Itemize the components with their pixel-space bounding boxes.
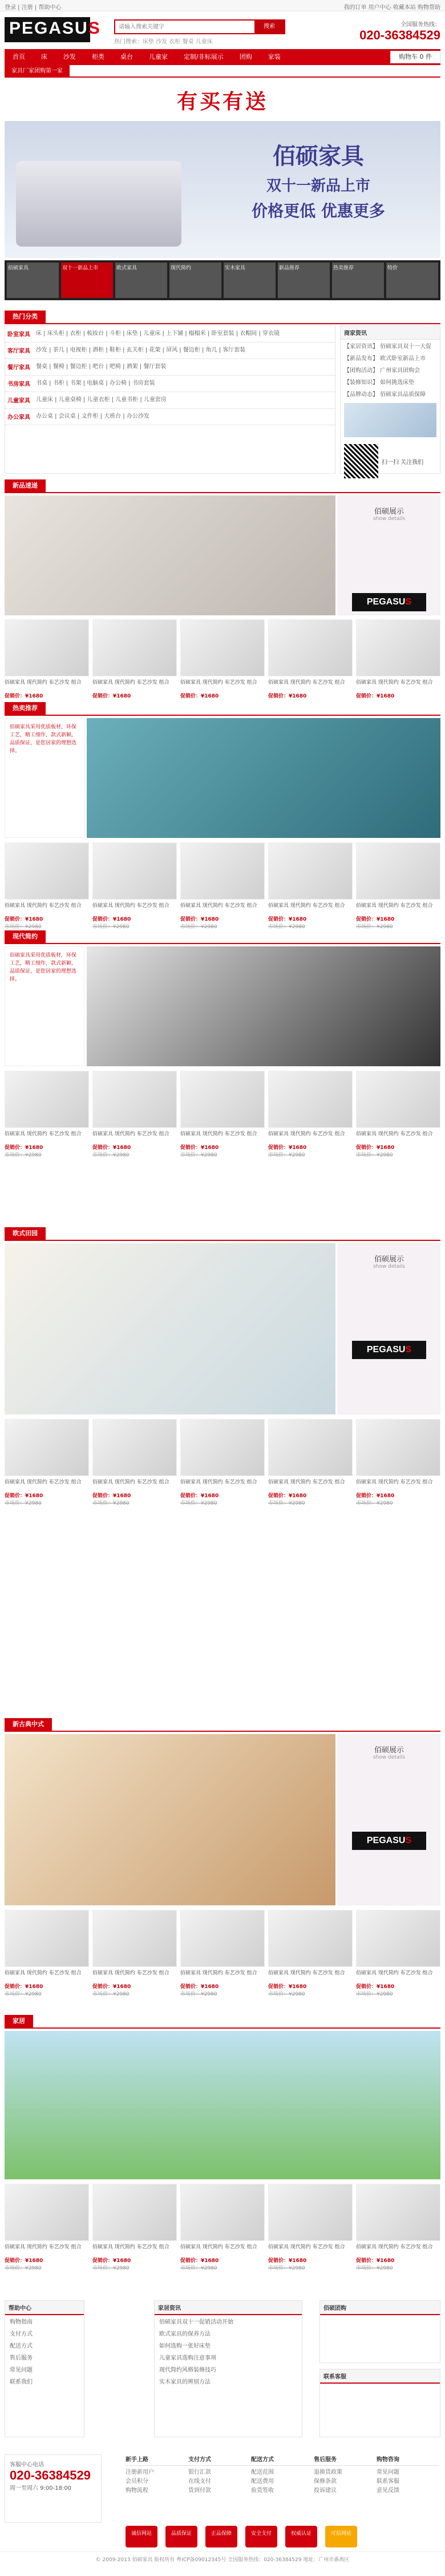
side-item[interactable]: 【家居资讯】 佰硕家具双十一大促 (344, 344, 432, 350)
product-card[interactable]: 佰硕家具 现代简约 布艺沙发 组合 促销价：¥1680 市场价：¥2980 (268, 1419, 353, 1506)
product-card[interactable]: 佰硕家具 现代简约 布艺沙发 组合 促销价：¥1680 市场价：¥2980 (180, 1071, 265, 1158)
banner-thumb[interactable]: 特价 (386, 263, 438, 298)
top-bar (0, 0, 445, 11)
product-card[interactable]: 佰硕家具 现代简约 布艺沙发 组合 促销价：¥1680 市场价：¥2980 (268, 1071, 353, 1158)
section-image[interactable] (87, 946, 440, 1066)
top-bar-right[interactable]: 我的订单 用户中心 收藏本站 购物帮助 (343, 5, 440, 11)
banner-slogan: 有买有送 (5, 80, 440, 120)
help-link[interactable]: 联系我们 (10, 2379, 33, 2385)
badge-icon[interactable]: 安全支付 (245, 2526, 277, 2547)
cat-values[interactable]: 餐桌 | 餐椅 | 餐边柜 | 吧台 | 吧椅 | 酒架 | 餐厅套装 (36, 364, 167, 370)
banner-thumb[interactable]: 现代简约 (169, 263, 221, 298)
cat-values[interactable]: 办公桌 | 会议桌 | 文件柜 | 大班台 | 办公沙发 (36, 413, 149, 420)
news-sidebar (340, 325, 440, 474)
nav-item[interactable]: 床 (41, 53, 47, 61)
product-card[interactable]: 佰硕家具 现代简约 布艺沙发 组合 促销价：¥1680 市场价：¥2980 (356, 1910, 440, 1997)
qr-label: 扫一扫 关注我们 (382, 459, 424, 466)
cat-key[interactable]: 办公家具 (7, 414, 30, 421)
cat-key[interactable]: 卧室家具 (7, 332, 30, 338)
product-card[interactable]: 佰硕家具 现代简约 布艺沙发 组合 促销价：¥1680 市场价：¥2980 (268, 842, 353, 930)
help-link[interactable]: 售后服务 (10, 2355, 33, 2361)
sub-tag: 家具厂家团购第一家 (5, 65, 70, 78)
hero-banner[interactable] (5, 80, 440, 303)
product-card[interactable]: 佰硕家具 现代简约 布艺沙发 组合 促销价：¥1680 市场价：¥2980 (5, 842, 89, 930)
news-link[interactable]: 佰硕家具双十一促销活动开始 (159, 2319, 233, 2325)
footer-col: 购物咨询 常见问题 联系客服 意见反馈 (377, 2454, 439, 2496)
banner-text (210, 138, 427, 221)
product-card[interactable]: 佰硕家具 现代简约 布艺沙发 组合 促销价：¥1680 市场价：¥2980 (268, 2184, 353, 2271)
bed-image (16, 161, 181, 247)
banner-thumbs (5, 260, 440, 300)
hotline-label: 全国服务热线： (400, 22, 440, 28)
product-image (92, 619, 177, 676)
product-card[interactable]: 佰硕家具 现代简约 布艺沙发 组合 促销价：¥1680 (356, 619, 440, 699)
top-bar-left[interactable]: 登录 | 注册 | 帮助中心 (5, 5, 62, 11)
nav-item[interactable]: 桌台 (120, 53, 133, 61)
product-card[interactable]: 佰硕家具 现代简约 布艺沙发 组合 促销价：¥1680 市场价：¥2980 (356, 1071, 440, 1158)
search-input[interactable] (115, 21, 252, 33)
product-card[interactable]: 佰硕家具 现代简约 布艺沙发 组合 促销价：¥1680 (180, 619, 265, 699)
side-item[interactable]: 【团购活动】 广州家具团购会 (344, 368, 420, 374)
section-image[interactable] (87, 718, 440, 838)
product-card[interactable]: 佰硕家具 现代简约 布艺沙发 组合 促销价：¥1680 市场价：¥2980 (5, 1419, 89, 1506)
product-card[interactable]: 佰硕家具 现代简约 布艺沙发 组合 促销价：¥1680 市场价：¥2980 (92, 1419, 177, 1506)
section-image[interactable] (5, 495, 335, 615)
sub-bar (5, 65, 440, 78)
cart-button[interactable]: 购物车 0 件 (390, 51, 440, 63)
nav-item[interactable]: 柜类 (92, 53, 104, 61)
product-card[interactable]: 佰硕家具 现代简约 布艺沙发 组合 促销价：¥1680 市场价：¥2980 (356, 842, 440, 930)
cat-values[interactable]: 儿童床 | 儿童桌椅 | 儿童衣柜 | 儿童书柜 | 儿童套房 (36, 397, 167, 403)
section-header: 家居 (5, 2015, 440, 2029)
hotline-number: 020-36384529 (359, 28, 440, 42)
side-title: 商家资讯 (341, 326, 440, 340)
nav-item[interactable]: 儿童家 (149, 53, 168, 61)
banner-thumb[interactable]: 佰硕家具 (7, 263, 59, 298)
footer-col: 新手上路 注册新用户 会员积分 购物流程 (126, 2454, 188, 2496)
cat-key[interactable]: 书房家具 (7, 381, 30, 388)
news-link[interactable]: 欧式家具的保养方法 (159, 2331, 211, 2337)
brand-panel: 佰硕展示 show details PEGASUS (338, 1243, 440, 1414)
nav-item[interactable]: 首页 (13, 53, 25, 61)
cat-values[interactable]: 沙发 | 茶几 | 电视柜 | 酒柜 | 鞋柜 | 玄关柜 | 花架 | 屏风 | 餐边柜 | 角几 | 客厅套装 (36, 347, 246, 353)
contact-box: 客服中心电话 020-36384529 周一至周六 9:00-18:00 (5, 2454, 102, 2523)
service-box[interactable]: 联系客服 (319, 2369, 440, 2437)
product-card[interactable]: 佰硕家具 现代简约 布艺沙发 组合 促销价：¥1680 (268, 619, 353, 699)
product-image (180, 619, 265, 676)
section-desc: 佰硕家具采用优质板材，环保工艺，精工细作，款式新颖，品质保证，是您居家的理想选择。 (5, 718, 84, 838)
product-card[interactable]: 佰硕家具 现代简约 布艺沙发 组合 促销价：¥1680 市场价：¥2980 (92, 2184, 177, 2271)
product-card[interactable]: 佰硕家具 现代简约 布艺沙发 组合 促销价：¥1680 市场价：¥2980 (268, 1910, 353, 1997)
search-box (114, 19, 285, 34)
brand-panel: 佰硕展示 show details PEGASUS (338, 1734, 440, 1905)
product-image (268, 619, 353, 676)
news-link[interactable]: 如何选购一张好床垫 (159, 2343, 211, 2349)
help-box: 帮助中心 购物指南 支付方式 配送方式 售后服务 常见问题 联系我们 (5, 2300, 84, 2437)
product-image (356, 619, 440, 676)
help-link[interactable]: 常见问题 (10, 2367, 33, 2373)
section-image[interactable] (5, 1734, 335, 1905)
banner-line2: 价格更低 优惠更多 (252, 201, 385, 220)
search-button[interactable]: 搜索 (254, 21, 284, 33)
help-link[interactable]: 支付方式 (10, 2331, 33, 2337)
footer-col: 支付方式 银行汇款 在线支付 货到付款 (188, 2454, 251, 2496)
badge-icon[interactable]: 可信网站 (325, 2526, 357, 2547)
section-image[interactable] (5, 2031, 440, 2179)
banner-thumb[interactable]: 热卖推荐 (332, 263, 384, 298)
product-card[interactable]: 佰硕家具 现代简约 布艺沙发 组合 促销价：¥1680 市场价：¥2980 (180, 1419, 265, 1506)
product-card[interactable]: 佰硕家具 现代简约 布艺沙发 组合 促销价：¥1680 市场价：¥2980 (180, 1910, 265, 1997)
product-card[interactable]: 佰硕家具 现代简约 布艺沙发 组合 促销价：¥1680 市场价：¥2980 (92, 1910, 177, 1997)
logo[interactable]: PEGASUS (5, 17, 90, 42)
banner-thumb[interactable]: 欧式家具 (115, 263, 167, 298)
news-link[interactable]: 儿童家具选购注意事项 (159, 2355, 216, 2361)
product-card[interactable]: 佰硕家具 现代简约 布艺沙发 组合 促销价：¥1680 市场价：¥2980 (92, 1071, 177, 1158)
badge-icon[interactable]: 诚信网站 (126, 2526, 157, 2547)
product-card[interactable]: 佰硕家具 现代简约 布艺沙发 组合 促销价：¥1680 市场价：¥2980 (180, 2184, 265, 2271)
category-list (5, 325, 335, 474)
qr-code-icon (344, 444, 378, 478)
section-header: 新古典中式 (5, 1718, 440, 1732)
banner-main (5, 121, 440, 258)
product-card[interactable]: 佰硕家具 现代简约 布艺沙发 组合 促销价：¥1680 市场价：¥2980 (92, 842, 177, 930)
product-card[interactable]: 佰硕家具 现代简约 布艺沙发 组合 促销价：¥1680 (92, 619, 177, 699)
banner-line1: 双十一新品上市 (266, 178, 370, 195)
badge-icon[interactable]: 权威认证 (285, 2526, 317, 2547)
section-header: 热卖推荐 (5, 702, 440, 716)
brand-logo: PEGASUS (352, 1341, 426, 1359)
section-header: 欧式田园 (5, 1227, 440, 1241)
cat-values[interactable]: 书桌 | 书柜 | 书架 | 电脑桌 | 办公椅 | 书房套装 (36, 380, 155, 386)
categories-header: 热门分类 (5, 311, 440, 324)
side-item[interactable]: 【装修知识】 如何挑选床垫 (344, 380, 415, 386)
hotline (359, 19, 440, 43)
badge-icon[interactable]: 品质保证 (165, 2526, 197, 2547)
section-image[interactable] (5, 1243, 335, 1414)
help-link[interactable]: 配送方式 (10, 2343, 33, 2349)
product-card[interactable]: 佰硕家具 现代简约 布艺沙发 组合 促销价：¥1680 市场价：¥2980 (5, 1910, 89, 1997)
nav-item[interactable]: 沙发 (63, 53, 76, 61)
footer-col: 售后服务 退换货政策 保修条款 投诉建议 (314, 2454, 377, 2496)
section-header: 现代简约 (5, 930, 440, 944)
section-desc: 佰硕家具采用优质板材，环保工艺，精工细作，款式新颖，品质保证，是您居家的理想选择。 (5, 946, 84, 1066)
banner-thumb[interactable]: 实木家具 (224, 263, 276, 298)
hot-keywords[interactable]: 热门搜索：床垫 沙发 衣柜 餐桌 儿童床 (114, 39, 213, 45)
side-item[interactable]: 【品牌动态】 佰硕家具品质保障 (344, 392, 426, 398)
cat-values[interactable]: 床 | 床头柜 | 衣柜 | 梳妆台 | 斗柜 | 床垫 | 儿童床 | 上下铺 | 榻榻米 | 卧室套装 | 衣帽间 | 穿衣镜 (36, 330, 280, 337)
product-card[interactable]: 佰硕家具 现代简约 布艺沙发 组合 促销价：¥1680 市场价：¥2980 (356, 2184, 440, 2271)
section-header: 新品速递 (5, 479, 440, 493)
nav-item[interactable]: 定制/非标展示 (184, 53, 224, 61)
cat-key[interactable]: 餐厅家具 (7, 365, 30, 371)
nav-item[interactable]: 团购 (239, 53, 252, 61)
badge-icon[interactable]: 正品保障 (205, 2526, 237, 2547)
banner-title: 佰硕家具 (273, 143, 364, 170)
copyright: © 2009-2013 佰硕家具 版权所有 粤ICP备09012345号 全国服务热线：020-36384529 地址：广州市番禺区 (0, 2551, 445, 2574)
help-link[interactable]: 购物指南 (10, 2319, 33, 2325)
side-image[interactable] (344, 403, 436, 437)
brand-logo: PEGASUS (352, 1832, 426, 1850)
side-item[interactable]: 【新品发布】 欧式卧室新品上市 (344, 356, 426, 362)
footer-col: 配送方式 配送范围 配送费用 验货签收 (251, 2454, 314, 2496)
nav-item[interactable]: 家装 (268, 53, 281, 61)
news-box: 家居资讯 佰硕家具双十一促销活动开始 欧式家具的保养方法 如何选购一张好床垫 儿童家具选购注意事项 现代简约风格装修技巧 实木家具的辨别方法 (154, 2300, 302, 2437)
banner-thumb[interactable]: 新品推荐 (278, 263, 330, 298)
news-link[interactable]: 实木家具的辨别方法 (159, 2379, 211, 2385)
groupbuy-box[interactable]: 佰硕团购 (319, 2300, 440, 2363)
cat-key[interactable]: 客厅家具 (7, 348, 30, 354)
product-card[interactable]: 佰硕家具 现代简约 布艺沙发 组合 促销价：¥1680 (5, 619, 89, 699)
product-card[interactable]: 佰硕家具 现代简约 布艺沙发 组合 促销价：¥1680 市场价：¥2980 (180, 842, 265, 930)
cat-key[interactable]: 儿童家具 (7, 398, 30, 404)
product-image (5, 619, 89, 676)
news-link[interactable]: 现代简约风格装修技巧 (159, 2367, 216, 2373)
product-card[interactable]: 佰硕家具 现代简约 布艺沙发 组合 促销价：¥1680 市场价：¥2980 (5, 1071, 89, 1158)
brand-logo: PEGASUS (352, 593, 426, 611)
brand-panel: 佰硕展示 show details PEGASUS (338, 495, 440, 615)
banner-thumb-active[interactable]: 双十一新品上市 (61, 263, 113, 298)
main-nav (5, 49, 440, 65)
product-card[interactable]: 佰硕家具 现代简约 布艺沙发 组合 促销价：¥1680 市场价：¥2980 (356, 1419, 440, 1506)
product-card[interactable]: 佰硕家具 现代简约 布艺沙发 组合 促销价：¥1680 市场价：¥2980 (5, 2184, 89, 2271)
